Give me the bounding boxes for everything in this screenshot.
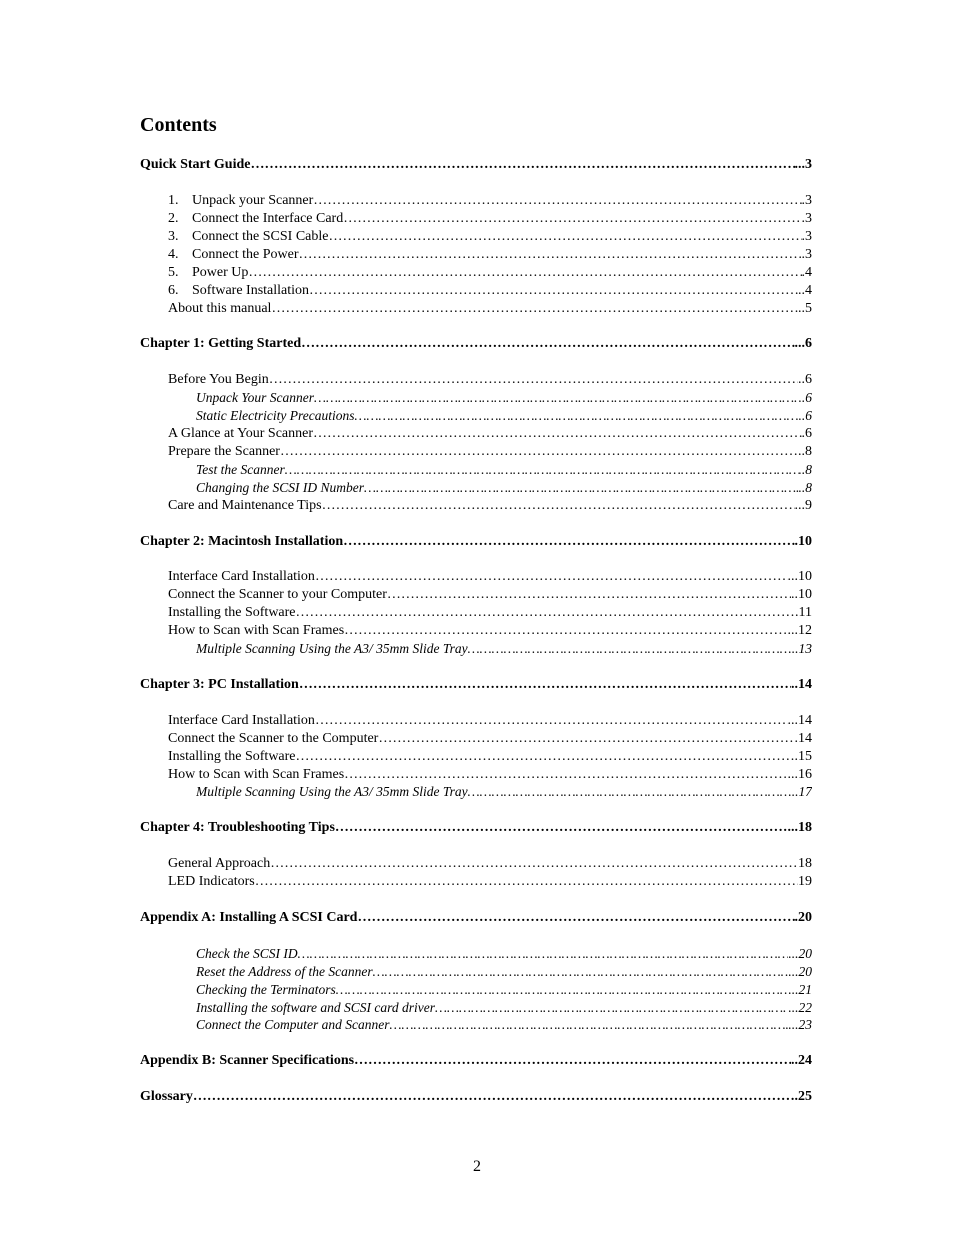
page-number: 2 bbox=[473, 1158, 481, 1175]
dot-leader bbox=[296, 604, 795, 622]
dot-leader bbox=[354, 407, 798, 425]
toc-entry[interactable] bbox=[168, 873, 812, 891]
dot-leader bbox=[299, 676, 791, 694]
toc-entry-page: ..6 bbox=[798, 372, 812, 387]
dot-leader bbox=[315, 712, 788, 730]
toc-entry-page: .6 bbox=[801, 390, 812, 405]
toc-subentry[interactable] bbox=[196, 1016, 812, 1034]
toc-item-number: 3. bbox=[168, 229, 179, 244]
dot-leader bbox=[296, 748, 795, 766]
toc-entry-page: .25 bbox=[794, 1089, 812, 1104]
toc-item-number: 2. bbox=[168, 211, 179, 226]
toc-subentry[interactable] bbox=[196, 945, 812, 963]
dot-leader bbox=[298, 945, 789, 963]
toc-entry[interactable] bbox=[168, 425, 812, 443]
toc-item-number: 6. bbox=[168, 283, 179, 298]
toc-entry[interactable] bbox=[168, 586, 812, 604]
toc-entry[interactable] bbox=[168, 497, 812, 515]
dot-leader bbox=[378, 730, 794, 748]
dot-leader bbox=[193, 1088, 795, 1106]
toc-entry-page: ...6 bbox=[794, 336, 812, 351]
toc-entry-label: Unpack Your Scanner bbox=[196, 390, 314, 405]
dot-leader bbox=[255, 873, 798, 891]
toc-entry-label: Installing the Software bbox=[168, 749, 296, 764]
toc-entry-page: ..8 bbox=[798, 480, 812, 495]
toc-entry[interactable] bbox=[168, 766, 812, 784]
toc-subentry[interactable] bbox=[196, 999, 812, 1017]
dot-leader bbox=[313, 192, 801, 210]
toc-entry[interactable] bbox=[168, 712, 812, 730]
dot-leader bbox=[335, 819, 788, 837]
toc-entry-label: Software Installation bbox=[192, 283, 310, 298]
dot-leader bbox=[280, 443, 798, 461]
dot-leader bbox=[336, 981, 789, 999]
dot-leader bbox=[315, 568, 788, 586]
toc-entry[interactable] bbox=[168, 568, 812, 586]
toc-entry-page: ...10 bbox=[787, 569, 812, 584]
toc-entry-label: Connect the Interface Card bbox=[192, 211, 344, 226]
toc-entry-label: Unpack your Scanner bbox=[192, 193, 314, 208]
dot-leader bbox=[354, 1052, 791, 1070]
toc-section-heading[interactable] bbox=[140, 1088, 812, 1106]
toc-entry-page: ...23 bbox=[788, 1017, 812, 1032]
toc-entry-label: Power Up bbox=[192, 265, 249, 280]
toc-subentry[interactable] bbox=[196, 461, 812, 479]
toc-entry-label: LED Indicators bbox=[168, 874, 255, 889]
toc-entry[interactable] bbox=[168, 282, 812, 300]
dot-leader bbox=[389, 1016, 788, 1034]
toc-entry-page: .3 bbox=[801, 229, 812, 244]
toc-entry-label: Reset the Address of the Scanner bbox=[196, 964, 373, 979]
toc-entry-page: ..24 bbox=[791, 1053, 812, 1068]
toc-subentry[interactable] bbox=[196, 640, 812, 658]
toc-entry-label: Interface Card Installation bbox=[168, 713, 315, 728]
toc-subentry[interactable] bbox=[196, 389, 812, 407]
toc-entry[interactable] bbox=[168, 855, 812, 873]
page-title: Contents bbox=[140, 114, 217, 136]
toc-entry-label: Glossary bbox=[140, 1089, 193, 1104]
toc-entry-label: Appendix A: Installing A SCSI Card bbox=[140, 910, 358, 925]
dot-leader bbox=[269, 371, 798, 389]
toc-entry-label: Care and Maintenance Tips bbox=[168, 498, 322, 513]
toc-entry[interactable] bbox=[168, 748, 812, 766]
toc-entry-label: Chapter 3: PC Installation bbox=[140, 677, 299, 692]
toc-section-heading[interactable] bbox=[140, 676, 812, 694]
toc-entry-label: Interface Card Installation bbox=[168, 569, 315, 584]
toc-entry-page: .3 bbox=[801, 247, 812, 262]
dot-leader bbox=[329, 228, 802, 246]
toc-entry[interactable] bbox=[168, 210, 812, 228]
toc-entry-label: How to Scan with Scan Frames bbox=[168, 767, 345, 782]
toc-entry-label: Multiple Scanning Using the A3/ 35mm Slide Tray bbox=[196, 784, 468, 799]
toc-entry-page: ...12 bbox=[787, 623, 812, 638]
toc-section-heading[interactable] bbox=[140, 156, 812, 174]
toc-entry[interactable] bbox=[168, 246, 812, 264]
toc-entry-page: ...9 bbox=[794, 498, 812, 513]
toc-entry-label: Connect the SCSI Cable bbox=[192, 229, 329, 244]
toc-entry-label: General Approach bbox=[168, 856, 271, 871]
toc-entry[interactable] bbox=[168, 300, 812, 318]
toc-item-number: 4. bbox=[168, 247, 179, 262]
toc-entry-page: .14 bbox=[794, 731, 812, 746]
toc-section-heading[interactable] bbox=[140, 335, 812, 353]
toc-entry-page: ..10 bbox=[791, 587, 812, 602]
toc-entry-page: ...18 bbox=[787, 820, 812, 835]
toc-item-number: 5. bbox=[168, 265, 179, 280]
toc-entry-page: ...13 bbox=[788, 641, 812, 656]
dot-leader bbox=[271, 300, 798, 318]
toc-entry-label: Prepare the Scanner bbox=[168, 444, 280, 459]
dot-leader bbox=[344, 622, 787, 640]
toc-entry-label: Before You Begin bbox=[168, 372, 269, 387]
toc-entry-label: Chapter 1: Getting Started bbox=[140, 336, 302, 351]
dot-leader bbox=[313, 425, 801, 443]
toc-entry-page: .20 bbox=[794, 910, 812, 925]
toc-subentry[interactable] bbox=[196, 407, 812, 425]
toc-entry-label: About this manual bbox=[168, 301, 272, 316]
toc-entry-label: Check the SCSI ID bbox=[196, 946, 298, 961]
toc-entry-page: ..5 bbox=[798, 301, 812, 316]
dot-leader bbox=[387, 586, 791, 604]
toc-entry-label: Checking the Terminators bbox=[196, 982, 336, 997]
toc-entry-label: Appendix B: Scanner Specifications bbox=[140, 1053, 355, 1068]
dot-leader bbox=[301, 335, 794, 353]
toc-entry-page: .10 bbox=[794, 534, 812, 549]
dot-leader bbox=[435, 999, 788, 1017]
toc-entry-page: ..6 bbox=[798, 408, 812, 423]
toc-entry[interactable] bbox=[168, 443, 812, 461]
toc-entry-label: Multiple Scanning Using the A3/ 35mm Slide Tray bbox=[196, 641, 468, 656]
toc-subentry[interactable] bbox=[196, 783, 812, 801]
toc-entry-label: Quick Start Guide bbox=[140, 157, 251, 172]
toc-entry-label: Installing the software and SCSI card driver bbox=[196, 1000, 435, 1015]
toc-entry-page: .11 bbox=[795, 605, 812, 620]
toc-entry-label: Connect the Computer and Scanner bbox=[196, 1017, 390, 1032]
dot-leader bbox=[468, 783, 789, 801]
toc-entry-label: Connect the Scanner to your Computer bbox=[168, 587, 387, 602]
toc-entry-page: ...21 bbox=[788, 982, 812, 997]
toc-entry-page: ..14 bbox=[791, 677, 812, 692]
toc-section-heading[interactable] bbox=[140, 909, 812, 927]
toc-entry-page: ...17 bbox=[788, 784, 812, 799]
toc-entry-page: ...20 bbox=[788, 946, 812, 961]
toc-entry-label: Chapter 2: Macintosh Installation bbox=[140, 534, 344, 549]
toc-entry-page: .4 bbox=[801, 265, 812, 280]
toc-entry-label: Installing the Software bbox=[168, 605, 296, 620]
toc-subentry[interactable] bbox=[196, 963, 812, 981]
toc-entry-page: ..4 bbox=[798, 283, 812, 298]
dot-leader bbox=[299, 246, 802, 264]
dot-leader bbox=[285, 461, 799, 479]
dot-leader bbox=[248, 264, 801, 282]
dot-leader bbox=[343, 210, 801, 228]
toc-entry-label: A Glance at Your Scanner bbox=[168, 426, 314, 441]
dot-leader bbox=[364, 479, 799, 497]
toc-entry-page: ...22 bbox=[788, 1000, 812, 1015]
toc-section-heading[interactable] bbox=[140, 1052, 812, 1070]
dot-leader bbox=[343, 533, 794, 551]
dot-leader bbox=[270, 855, 798, 873]
toc-entry[interactable] bbox=[168, 371, 812, 389]
toc-item-number: 1. bbox=[168, 193, 179, 208]
toc-entry[interactable] bbox=[168, 228, 812, 246]
toc-entry-page: .3 bbox=[801, 193, 812, 208]
toc-subentry[interactable] bbox=[196, 981, 812, 999]
toc-section-heading[interactable] bbox=[140, 819, 812, 837]
dot-leader bbox=[344, 766, 787, 784]
toc-entry-page: 18 bbox=[798, 856, 812, 871]
toc-entry-page: ...3 bbox=[794, 157, 812, 172]
toc-entry[interactable] bbox=[168, 192, 812, 210]
toc-entry-label: Static Electricity Precautions bbox=[196, 408, 355, 423]
toc-entry-page: .6 bbox=[801, 426, 812, 441]
toc-entry-page: 19 bbox=[798, 874, 812, 889]
toc-entry-page: .15 bbox=[794, 749, 812, 764]
toc-subentry[interactable] bbox=[196, 479, 812, 497]
toc-entry[interactable] bbox=[168, 604, 812, 622]
toc-entry[interactable] bbox=[168, 730, 812, 748]
dot-leader bbox=[309, 282, 798, 300]
dot-leader bbox=[322, 497, 795, 515]
dot-leader bbox=[357, 909, 794, 927]
dot-leader bbox=[250, 156, 794, 174]
toc-entry-label: Changing the SCSI ID Number bbox=[196, 480, 364, 495]
toc-entry-page: ...14 bbox=[787, 713, 812, 728]
dot-leader bbox=[314, 389, 802, 407]
dot-leader bbox=[468, 640, 789, 658]
toc-entry-page: ..8 bbox=[798, 462, 812, 477]
toc-entry-label: Connect the Power bbox=[192, 247, 299, 262]
toc-entry[interactable] bbox=[168, 622, 812, 640]
toc-entry-page: ...20 bbox=[788, 964, 812, 979]
toc-entry-label: How to Scan with Scan Frames bbox=[168, 623, 345, 638]
toc-entry[interactable] bbox=[168, 264, 812, 282]
toc-entry-page: ..8 bbox=[798, 444, 812, 459]
toc-entry-label: Connect the Scanner to the Computer bbox=[168, 731, 379, 746]
dot-leader bbox=[373, 963, 789, 981]
toc-entry-page: .3 bbox=[801, 211, 812, 226]
toc-entry-label: Chapter 4: Troubleshooting Tips bbox=[140, 820, 335, 835]
toc-section-heading[interactable] bbox=[140, 533, 812, 551]
toc-entry-label: Test the Scanner bbox=[196, 462, 285, 477]
toc-entry-page: ...16 bbox=[787, 767, 812, 782]
